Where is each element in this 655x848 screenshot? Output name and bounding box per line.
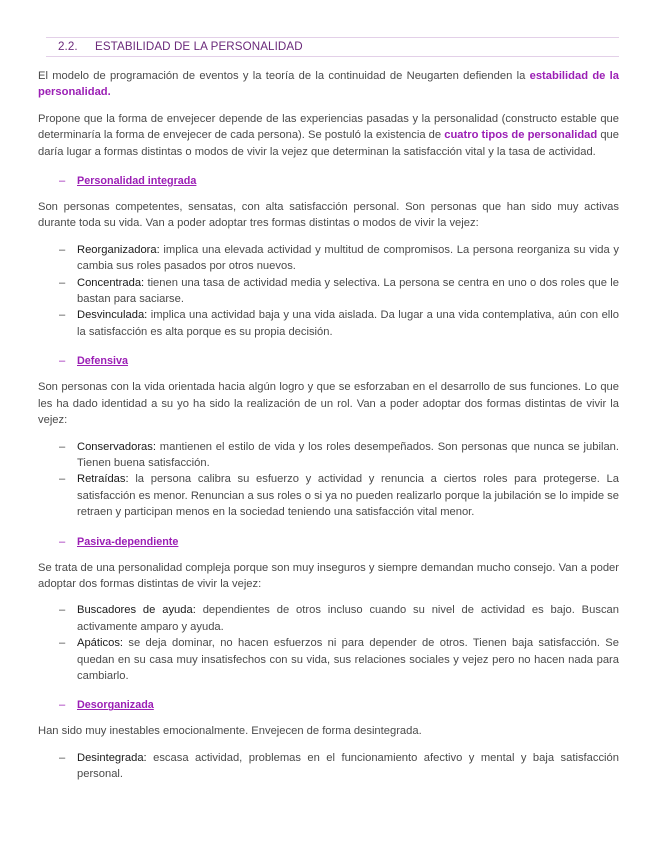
intro-paragraph-2: Propone que la forma de envejecer depende de las experiencias pasadas y la personalidad (constructo estable que determinaría la forma de envejecer de cada persona). Se postuló la existencia de cuatro tipos de personalidad que daría lugar a formas distintas o modos de vivir la vejez que determinan la satisfacción vital y la tasa de actividad. <box>38 112 620 158</box>
type-heading-integrada: – Personalidad integrada <box>59 175 197 188</box>
section-title: ESTABILIDAD DE LA PERSONALIDAD <box>95 40 303 53</box>
list-item: – Desvinculada: implica una actividad baja y una vida aislada. Da lugar a una vida contemplativa, aún con ello la satisfacción es alta porque es su propia decisión. <box>38 307 619 340</box>
list-item: – Apáticos: se deja dominar, no hacen esfuerzos ni para depender de otros. Tienen baja satisfacción. Se quedan en su casa muy insatisfechos con su vida, sus relaciones sociales y vejez pero no hacen nada para cambiarlo. <box>38 635 619 684</box>
section-heading <box>58 36 619 56</box>
type-description: Se trata de una personalidad compleja porque son muy inseguros y siempre demandan mucho consejo. Van a poder adoptar dos formas distintas de vivir la vejez: <box>38 561 619 590</box>
type-items-list <box>38 602 619 684</box>
list-item: – Reorganizadora: implica una elevada actividad y multitud de compromisos. La persona reorganiza su vida y cambia sus roles pasados por otros nuevos. <box>38 242 619 275</box>
type-heading-pasiva-dependiente: – Pasiva-dependiente <box>59 535 179 548</box>
intro-paragraph-1: El modelo de programación de eventos y la teoría de la continuidad de Neugarten defienden la estabilidad de la personalidad. <box>38 70 619 99</box>
type-title: Desorganizada <box>77 699 154 712</box>
intro2-emphasis: cuatro tipos de personalidad <box>444 129 598 142</box>
list-item: – Buscadores de ayuda: dependientes de otros incluso cuando su nivel de actividad es bajo. Buscan activamente amparo y ayuda. <box>38 602 619 635</box>
list-item: – Retraídas: la persona calibra su esfuerzo y actividad y renuncia a ciertos roles para protegerse. La satisfacción es menor. Renuncian a sus roles o si ya no pueden realizarlo porque la jubilación se lo impide se retraen y participan menos en la sociedad teniendo una satisfacción vital menor. <box>38 471 619 520</box>
type-heading-defensiva: – Defensiva <box>59 355 129 368</box>
type-title: Defensiva <box>77 355 129 368</box>
type-title: Pasiva-dependiente <box>77 535 179 548</box>
type-heading-desorganizada: – Desorganizada <box>59 699 154 712</box>
list-item: – Concentrada: tienen una tasa de actividad media y selectiva. La persona se centra en uno o dos roles que le bastan para saciarse. <box>38 275 619 308</box>
intro-emphasis: estabilidad de la personalidad. <box>38 70 619 99</box>
type-description: Son personas con la vida orientada hacia algún logro y que se esforzaban en el desarrollo de sus funciones. Lo que les ha dado identidad a su yo ha sido la realización de un rol. Van a poder adoptar dos formas distintas de vivir la vejez: <box>38 381 619 427</box>
type-description: Son personas competentes, sensatas, con alta satisfacción personal. Son personas que han sido muy activas durante toda su vida. Van a poder adoptar tres formas distintas o modos de vivir la vejez: <box>38 201 619 230</box>
list-item: – Desintegrada: escasa actividad, problemas en el funcionamiento afectivo y mental y baja satisfacción personal. <box>38 750 619 783</box>
section-number: 2.2. <box>58 40 78 53</box>
heading-bottom-rule <box>46 56 619 57</box>
type-items-list <box>38 750 619 783</box>
type-description: Han sido muy inestables emocionalmente. Envejecen de forma desintegrada. <box>38 725 422 738</box>
type-items-list <box>38 439 619 521</box>
type-items-list <box>38 242 619 340</box>
list-item: – Conservadoras: mantienen el estilo de vida y los roles desempeñados. Son personas que nunca se jubilan. Tienen buena satisfacción. <box>38 439 619 472</box>
type-title: Personalidad integrada <box>77 175 197 188</box>
